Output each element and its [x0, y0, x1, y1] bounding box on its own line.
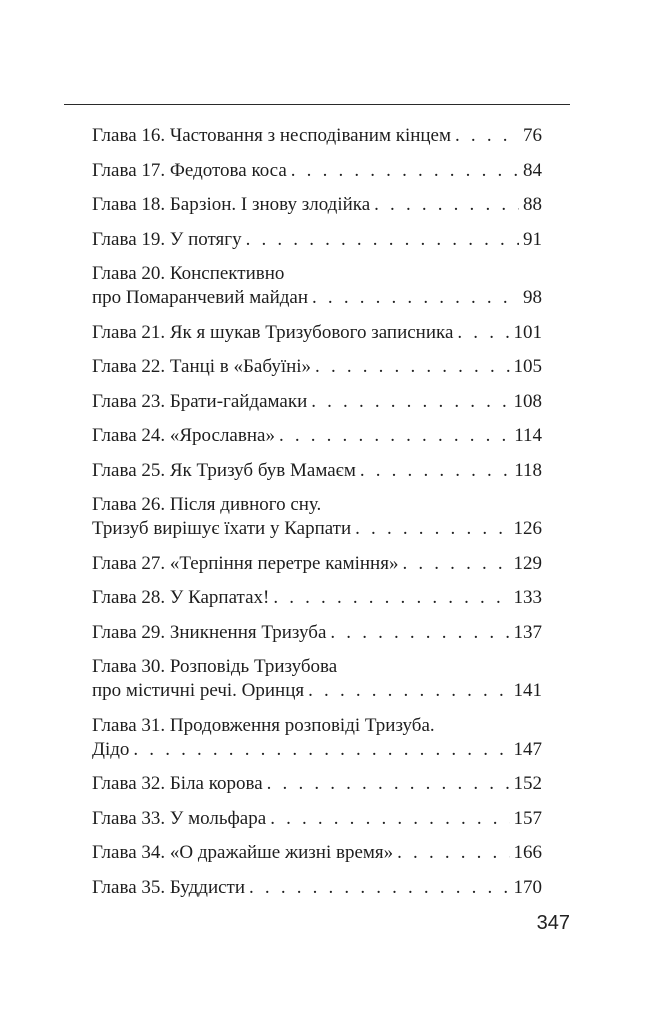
- toc-entry-page: 137: [513, 621, 542, 643]
- toc-dot-leader: [249, 876, 509, 900]
- toc-entry-line: [92, 493, 542, 517]
- toc-entry: [92, 841, 542, 865]
- toc-entry-title: Глава 33. У мольфара: [92, 807, 267, 829]
- toc-entry-title: Глава 22. Танці в «Бабуїні»: [92, 356, 312, 377]
- toc-entry-page: 88: [523, 194, 542, 215]
- toc-entry-line-last: [92, 124, 542, 148]
- toc-entry-title: Глава 26. Після дивного сну.: [92, 494, 322, 515]
- toc-entry-page: 76: [523, 125, 542, 146]
- toc-entry-title: Глава 30. Розповідь Тризубова: [92, 656, 338, 677]
- toc-entry-page: 170: [513, 876, 542, 898]
- toc-entry-line-last: [92, 876, 542, 900]
- toc-dot-leader: [374, 193, 519, 217]
- toc-dot-leader: [311, 390, 509, 414]
- toc-entry-title: про Помаранчевий майдан: [92, 287, 309, 308]
- toc-entry: [92, 424, 542, 448]
- toc-entry-title: Глава 18. Барзіон. І знову злодійка: [92, 194, 371, 215]
- toc-dot-leader: [330, 621, 509, 645]
- toc-dot-leader: [397, 841, 509, 865]
- toc-entry-line-last: [92, 355, 542, 379]
- toc-entry-title: Тризуб вирішує їхати у Карпати: [92, 518, 352, 539]
- toc-entry-line-last: [92, 390, 542, 414]
- toc-dot-leader: [315, 355, 509, 379]
- toc-entry-line-last: [92, 807, 542, 831]
- toc-entry: [92, 552, 542, 576]
- toc-entry-line-last: [92, 424, 542, 448]
- toc-entry: [92, 807, 542, 831]
- toc-entry-line-last: [92, 159, 542, 183]
- toc-entry-title: Глава 35. Буддисти: [92, 876, 246, 898]
- toc-entry: [92, 228, 542, 252]
- toc-entry-line-last: [92, 772, 542, 796]
- toc-dot-leader: [355, 517, 509, 541]
- toc-entry-line-last: [92, 738, 542, 762]
- toc-entry-page: 152: [513, 773, 542, 794]
- toc-dot-leader: [270, 807, 509, 831]
- toc-dot-leader: [279, 424, 510, 448]
- toc-dot-leader: [267, 772, 510, 796]
- toc-entry-title: Глава 23. Брати-гайдамаки: [92, 390, 308, 412]
- toc-entry-page: 91: [523, 228, 542, 250]
- toc-entry-title: Дідо: [92, 738, 130, 760]
- toc-entry-page: 147: [513, 738, 542, 760]
- toc-entry-page: 133: [513, 587, 542, 608]
- toc-dot-leader: [360, 459, 510, 483]
- toc-dot-leader: [133, 738, 509, 762]
- toc-entry-page: 157: [513, 807, 542, 829]
- toc-entry: [92, 655, 542, 703]
- toc-entry-title: Глава 25. Як Тризуб був Мамаєм: [92, 459, 356, 481]
- toc-entry-title: Глава 34. «О дражайше жизні время»: [92, 842, 394, 863]
- toc-entry: [92, 586, 542, 610]
- toc-entry-line-last: [92, 459, 542, 483]
- toc-entry: [92, 772, 542, 796]
- toc-entry: [92, 459, 542, 483]
- toc-entry-page: 126: [513, 518, 542, 539]
- toc-entry-title: про містичні речі. Оринця: [92, 680, 305, 701]
- toc-entry: [92, 262, 542, 310]
- toc-entry-line-last: [92, 841, 542, 865]
- toc-entry-line-last: [92, 193, 542, 217]
- toc-entry-page: 166: [513, 842, 542, 863]
- toc-dot-leader: [246, 228, 519, 252]
- toc-entry-title: Глава 16. Частовання з несподіваним кінцем: [92, 125, 452, 146]
- toc-entry-title: Глава 28. У Карпатах!: [92, 587, 270, 608]
- toc-entry-page: 98: [523, 287, 542, 308]
- toc-entry-page: 129: [513, 552, 542, 574]
- toc-entry-line: [92, 655, 542, 679]
- toc-entry-page: 105: [513, 356, 542, 377]
- toc-entry-title: Глава 24. «Ярославна»: [92, 425, 275, 446]
- toc-dot-leader: [455, 124, 519, 148]
- toc-entry-line-last: [92, 286, 542, 310]
- toc-dot-leader: [312, 286, 519, 310]
- table-of-contents: [92, 124, 542, 910]
- toc-dot-leader: [402, 552, 509, 576]
- toc-entry: [92, 159, 542, 183]
- toc-entry-title: Глава 32. Біла корова: [92, 773, 263, 794]
- toc-entry: [92, 714, 542, 762]
- toc-entry-line: [92, 262, 542, 286]
- toc-entry: [92, 390, 542, 414]
- toc-entry: [92, 193, 542, 217]
- toc-entry: [92, 124, 542, 148]
- toc-entry-page: 114: [514, 425, 542, 446]
- toc-entry-page: 118: [514, 459, 542, 481]
- toc-entry-page: 108: [513, 390, 542, 412]
- toc-dot-leader: [308, 679, 509, 703]
- toc-dot-leader: [273, 586, 509, 610]
- toc-entry-line-last: [92, 586, 542, 610]
- header-rule: [64, 104, 570, 105]
- toc-entry-title: Глава 17. Федотова коса: [92, 159, 287, 181]
- toc-entry-line-last: [92, 517, 542, 541]
- toc-entry-line-last: [92, 228, 542, 252]
- toc-entry-line-last: [92, 621, 542, 645]
- toc-entry-page: 84: [523, 159, 542, 181]
- toc-entry: [92, 355, 542, 379]
- toc-entry: [92, 493, 542, 541]
- toc-entry-line-last: [92, 321, 542, 345]
- toc-entry-title: Глава 29. Зникнення Тризуба: [92, 621, 327, 643]
- toc-entry: [92, 321, 542, 345]
- toc-entry-title: Глава 31. Продовження розповіді Тризуба.: [92, 714, 435, 736]
- toc-entry-line-last: [92, 552, 542, 576]
- toc-entry-title: Глава 20. Конспективно: [92, 263, 285, 284]
- toc-entry: [92, 876, 542, 900]
- toc-dot-leader: [457, 321, 509, 345]
- toc-entry-title: Глава 21. Як я шукав Тризубового записника: [92, 321, 454, 343]
- toc-entry-page: 141: [513, 680, 542, 701]
- toc-entry: [92, 621, 542, 645]
- toc-dot-leader: [291, 159, 519, 183]
- toc-entry-line-last: [92, 679, 542, 703]
- toc-entry-title: Глава 19. У потягу: [92, 228, 242, 250]
- toc-entry-title: Глава 27. «Терпіння перетре каміння»: [92, 552, 399, 574]
- page-number: 347: [536, 912, 570, 934]
- toc-entry-page: 101: [513, 321, 542, 343]
- toc-entry-line: [92, 714, 542, 738]
